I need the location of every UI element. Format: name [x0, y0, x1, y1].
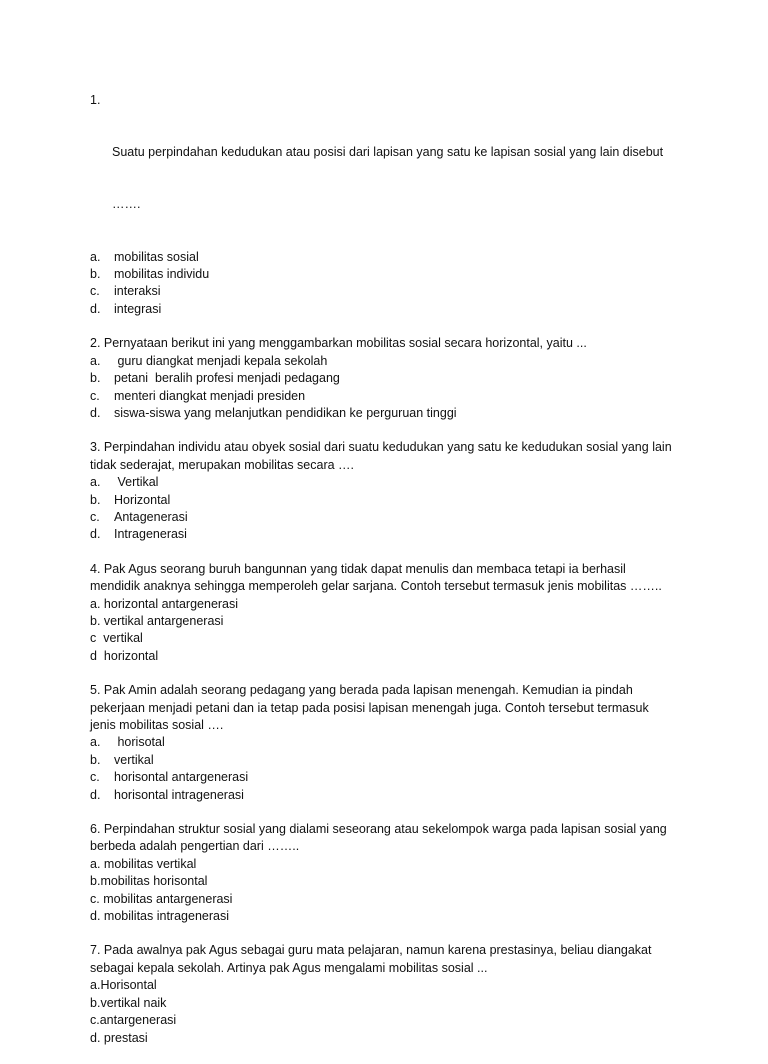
- option-text: Horizontal: [114, 492, 171, 507]
- question-1-stem: [90, 92, 690, 249]
- option-letter: d.: [90, 301, 101, 316]
- question-2: [90, 335, 690, 422]
- option-letter: c.: [90, 770, 100, 785]
- option-letter: d: [90, 648, 97, 663]
- option-text: mobilitas sosial: [114, 249, 199, 264]
- option-letter: c.: [90, 388, 100, 403]
- option-text: Vertikal: [114, 475, 159, 490]
- question-text-line: 6. Perpindahan struktur sosial yang dialami seseorang atau sekelompok warga pada lapisan sosial yang: [90, 822, 667, 837]
- option-text: mobilitas antargenerasi: [103, 891, 233, 906]
- question-text-line: 2. Pernyataan berikut ini yang menggambarkan mobilitas sosial secara horizontal, yaitu ...: [90, 336, 587, 351]
- question-text-line: tidak sederajat, merupakan mobilitas secara ….: [90, 457, 355, 472]
- option-text: vertikal naik: [100, 995, 167, 1010]
- question-text-line: mendidik anaknya sehingga memperoleh gelar sarjana. Contoh tersebut termasuk jenis mobilitas ……..: [90, 579, 662, 594]
- option-letter: a.: [90, 596, 101, 611]
- option-c: [90, 891, 690, 908]
- option-letter: a.: [90, 978, 101, 993]
- option-text: horisontal antargenerasi: [114, 770, 249, 785]
- option-text: Intragenerasi: [114, 527, 187, 542]
- question-3: [90, 439, 690, 543]
- option-a: [90, 856, 690, 873]
- option-text: horisotal: [114, 735, 165, 750]
- option-text: integrasi: [114, 301, 162, 316]
- option-text: prestasi: [103, 1030, 148, 1045]
- option-c: [90, 630, 690, 647]
- option-c: [90, 1012, 690, 1029]
- question-text-line: 4. Pak Agus seorang buruh bangunnan yang tidak dapat menulis dan membaca tetapi ia berhasil: [90, 561, 626, 576]
- option-text: antargenerasi: [99, 1013, 177, 1028]
- option-letter: d.: [90, 527, 101, 542]
- option-text: mobilitas horisontal: [100, 874, 208, 889]
- question-text-line: jenis mobilitas sosial ….: [90, 718, 224, 732]
- option-d: [90, 648, 690, 665]
- option-d: [90, 787, 690, 804]
- option-b: [90, 266, 690, 283]
- question-5: [90, 682, 690, 804]
- option-text: mobilitas intragenerasi: [103, 909, 229, 924]
- option-b: [90, 752, 690, 769]
- option-text: guru diangkat menjadi kepala sekolah: [114, 353, 328, 368]
- question-4: [90, 561, 690, 665]
- question-number: 1.: [90, 93, 101, 107]
- question-text-line: sebagai kepala sekolah. Artinya pak Agus mengalami mobilitas sosial ...: [90, 960, 488, 975]
- question-7: [90, 942, 690, 1046]
- option-letter: a.: [90, 735, 101, 750]
- option-b: [90, 492, 690, 509]
- question-text-line: 5. Pak Amin adalah seorang pedagang yang berada pada lapisan menengah. Kemudian ia pindah: [90, 683, 633, 698]
- option-text: Antagenerasi: [114, 509, 188, 524]
- option-a: [90, 353, 690, 370]
- option-letter: a.: [90, 353, 101, 368]
- option-letter: d.: [90, 1030, 101, 1045]
- option-b: [90, 370, 690, 387]
- document-page: [90, 92, 690, 1064]
- option-letter: b.: [90, 995, 101, 1010]
- option-c: [90, 388, 690, 405]
- option-text: siswa-siswa yang melanjutkan pendidikan ke perguruan tinggi: [114, 405, 457, 420]
- option-d: [90, 405, 690, 422]
- option-c: [90, 283, 690, 300]
- option-letter: c.: [90, 509, 100, 524]
- option-a: [90, 596, 690, 613]
- option-text: vertikal: [99, 631, 143, 646]
- option-text: horizontal antargenerasi: [103, 596, 239, 611]
- option-text: mobilitas vertikal: [103, 856, 197, 871]
- option-letter: a.: [90, 249, 101, 264]
- option-letter: d.: [90, 405, 101, 420]
- option-letter: c: [90, 631, 97, 646]
- option-text: vertikal: [114, 752, 154, 767]
- option-text: interaksi: [114, 284, 161, 299]
- option-a: [90, 474, 690, 491]
- option-text: menteri diangkat menjadi presiden: [114, 388, 306, 403]
- option-letter: b.: [90, 371, 101, 386]
- option-letter: b.: [90, 874, 101, 889]
- question-text-line: berbeda adalah pengertian dari ……..: [90, 839, 300, 854]
- option-text: Horisontal: [100, 978, 157, 993]
- question-text-line: Suatu perpindahan kedudukan atau posisi dari lapisan yang satu ke lapisan sosial yang lain disebut: [112, 145, 664, 160]
- option-a: [90, 249, 690, 266]
- option-text: vertikal antargenerasi: [103, 613, 224, 628]
- option-text: petani beralih profesi menjadi pedagang: [114, 371, 340, 386]
- option-d: [90, 526, 690, 543]
- question-text-line: pekerjaan menjadi petani dan ia tetap pada posisi lapisan menengah juga. Contoh tersebut termasuk: [90, 700, 649, 715]
- option-c: [90, 509, 690, 526]
- option-d: [90, 1030, 690, 1047]
- option-letter: d.: [90, 787, 101, 802]
- option-a: [90, 734, 690, 751]
- option-letter: b.: [90, 613, 101, 628]
- question-text-line: …….: [112, 197, 141, 212]
- option-b: [90, 995, 690, 1012]
- option-c: [90, 769, 690, 786]
- option-text: horisontal intragenerasi: [114, 787, 244, 802]
- question-text-line: 7. Pada awalnya pak Agus sebagai guru mata pelajaran, namun karena prestasinya, beliau diangakat: [90, 943, 652, 958]
- question-6: [90, 821, 690, 925]
- option-letter: c.: [90, 891, 100, 906]
- option-text: mobilitas individu: [114, 267, 210, 282]
- question-1: [90, 92, 690, 318]
- option-letter: b.: [90, 752, 101, 767]
- option-b: [90, 873, 690, 890]
- question-text-line: 3. Perpindahan individu atau obyek sosial dari suatu kedudukan yang satu ke kedudukan sosial yang lain: [90, 440, 672, 455]
- option-b: [90, 613, 690, 630]
- option-letter: a.: [90, 856, 101, 871]
- option-letter: d.: [90, 909, 101, 924]
- option-letter: b.: [90, 492, 101, 507]
- option-a: [90, 977, 690, 994]
- option-letter: c.: [90, 1013, 100, 1028]
- option-text: horizontal: [100, 648, 159, 663]
- option-letter: b.: [90, 267, 101, 282]
- option-d: [90, 908, 690, 925]
- option-letter: c.: [90, 284, 100, 299]
- option-letter: a.: [90, 475, 101, 490]
- option-d: [90, 301, 690, 318]
